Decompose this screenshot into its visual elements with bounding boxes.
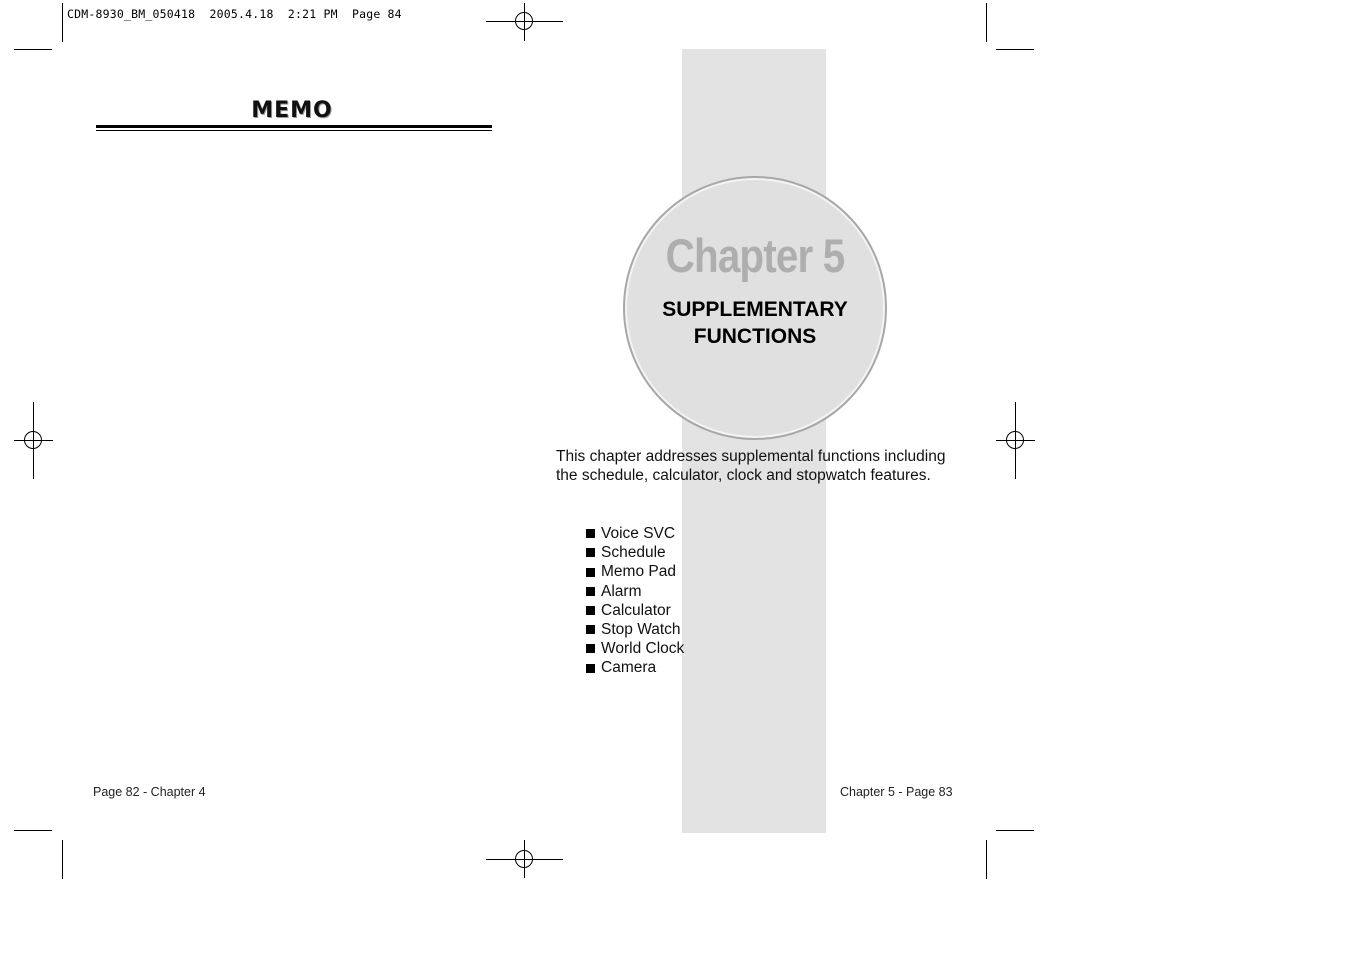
print-slug: CDM-8930_BM_050418 2005.4.18 2:21 PM Page 84 bbox=[67, 7, 402, 21]
memo-title: MEMO bbox=[251, 98, 333, 123]
left-page-footer: Page 82 - Chapter 4 bbox=[93, 785, 206, 799]
list-item: Camera bbox=[586, 658, 684, 677]
feature-list bbox=[586, 524, 684, 678]
bullet-square-icon bbox=[586, 606, 595, 615]
list-item: Alarm bbox=[586, 582, 684, 601]
chapter-title-line: SUPPLEMENTARY bbox=[662, 298, 848, 321]
list-item: Stop Watch bbox=[586, 620, 684, 639]
bullet-square-icon bbox=[586, 625, 595, 634]
title-rule bbox=[96, 125, 492, 128]
bullet-square-icon bbox=[586, 548, 595, 557]
bullet-square-icon bbox=[586, 568, 595, 577]
list-item: World Clock bbox=[586, 639, 684, 658]
bullet-square-icon bbox=[586, 529, 595, 538]
chapter-title-line: FUNCTIONS bbox=[693, 325, 817, 348]
bullet-square-icon bbox=[586, 644, 595, 653]
gray-band bbox=[682, 49, 826, 833]
right-page-footer: Chapter 5 - Page 83 bbox=[840, 785, 953, 799]
list-item: Voice SVC bbox=[586, 524, 684, 543]
list-item: Calculator bbox=[586, 601, 684, 620]
bullet-square-icon bbox=[586, 587, 595, 596]
list-item: Schedule bbox=[586, 543, 684, 562]
list-item: Memo Pad bbox=[586, 562, 684, 581]
title-rule-thin bbox=[96, 130, 492, 131]
chapter-heading: Chapter 5 bbox=[665, 229, 845, 282]
chapter-title bbox=[623, 296, 887, 350]
chapter-intro: This chapter addresses supplemental functions including the schedule, calculator, clock and stopwatch features. bbox=[556, 448, 946, 484]
bullet-square-icon bbox=[586, 664, 595, 673]
